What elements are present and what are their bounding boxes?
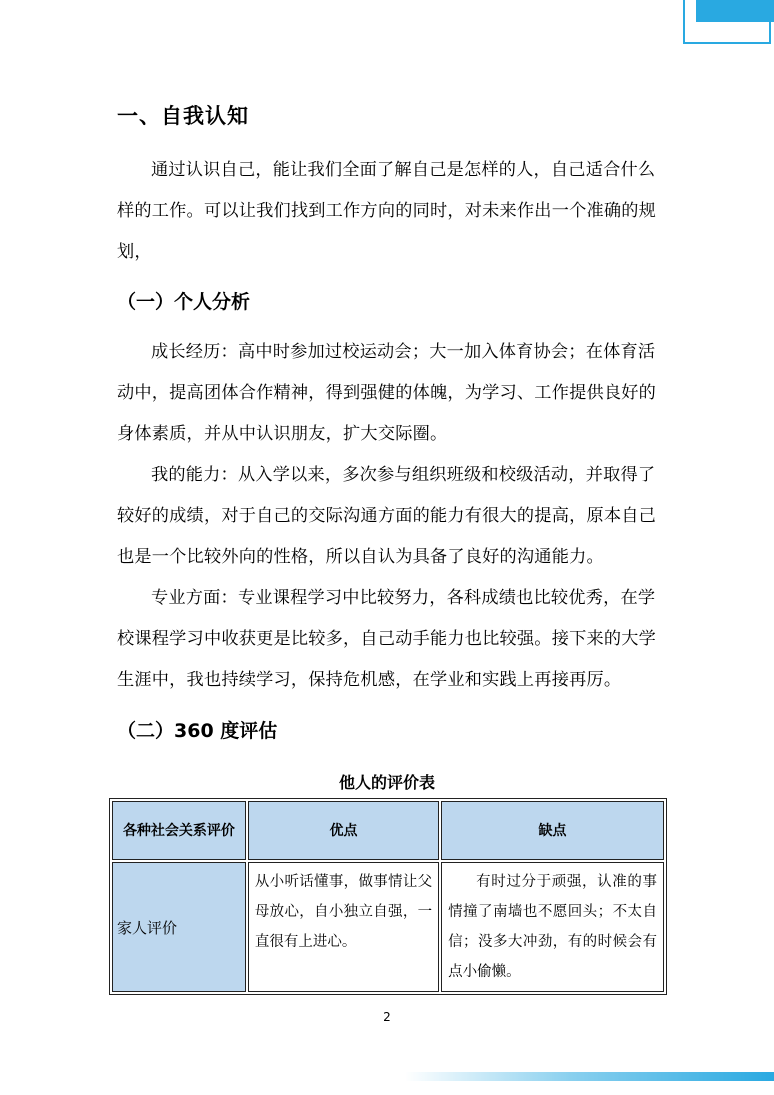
header-weaknesses: 缺点 [441, 801, 664, 860]
table-title: 他人的评价表 [338, 773, 435, 792]
paragraph-major: 专业方面：专业课程学习中比较努力，各科成绩也比较优秀，在学校课程学习中收获更是比较多，自己动手能力也比较强。接下来的大学生涯中，我也持续学习，保持危机感，在学业和实践上再接再厉。 [117, 588, 657, 690]
evaluation-table [109, 798, 667, 995]
page-number: 2 [383, 1010, 391, 1024]
header-relation: 各种社会关系评价 [112, 801, 246, 860]
paragraph-growth-experience: 成长经历：高中时参加过校运动会；大一加入体育协会；在体育活动中，提高团体合作精神，得到强健的体魄，为学习、工作提供良好的身体素质，并从中认识朋友，扩大交际圈。 [117, 342, 657, 444]
section-heading: 一、自我认知 [117, 104, 249, 128]
table-row [112, 862, 664, 992]
paragraph-my-abilities: 我的能力：从入学以来，多次参与组织班级和校级活动，并取得了较好的成绩，对于自己的交际沟通方面的能力有很大的提高，原本自己也是一个比较外向的性格，所以自认为具备了良好的沟通能力。 [117, 465, 657, 567]
corner-decoration-block [696, 0, 774, 22]
footer-gradient-bar [405, 1072, 774, 1081]
cell-relation: 家人评价 [112, 862, 246, 992]
header-strengths: 优点 [248, 801, 439, 860]
table-header-row [112, 801, 664, 860]
cell-weaknesses: 有时过分于顽强，认准的事情撞了南墙也不愿回头；不太自信；没多大冲劲，有的时候会有点小偷懒。 [441, 862, 664, 992]
subsection-title-360-evaluation: （二）360 度评估 [117, 720, 278, 742]
cell-strengths: 从小听话懂事，做事情让父母放心，自小独立自强，一直很有上进心。 [248, 862, 439, 992]
subsection-title-personal-analysis: （一）个人分析 [117, 291, 251, 313]
intro-paragraph: 通过认识自己，能让我们全面了解自己是怎样的人，自己适合什么样的工作。可以让我们找到工作方向的同时，对未来作出一个准确的规划， [117, 160, 657, 262]
